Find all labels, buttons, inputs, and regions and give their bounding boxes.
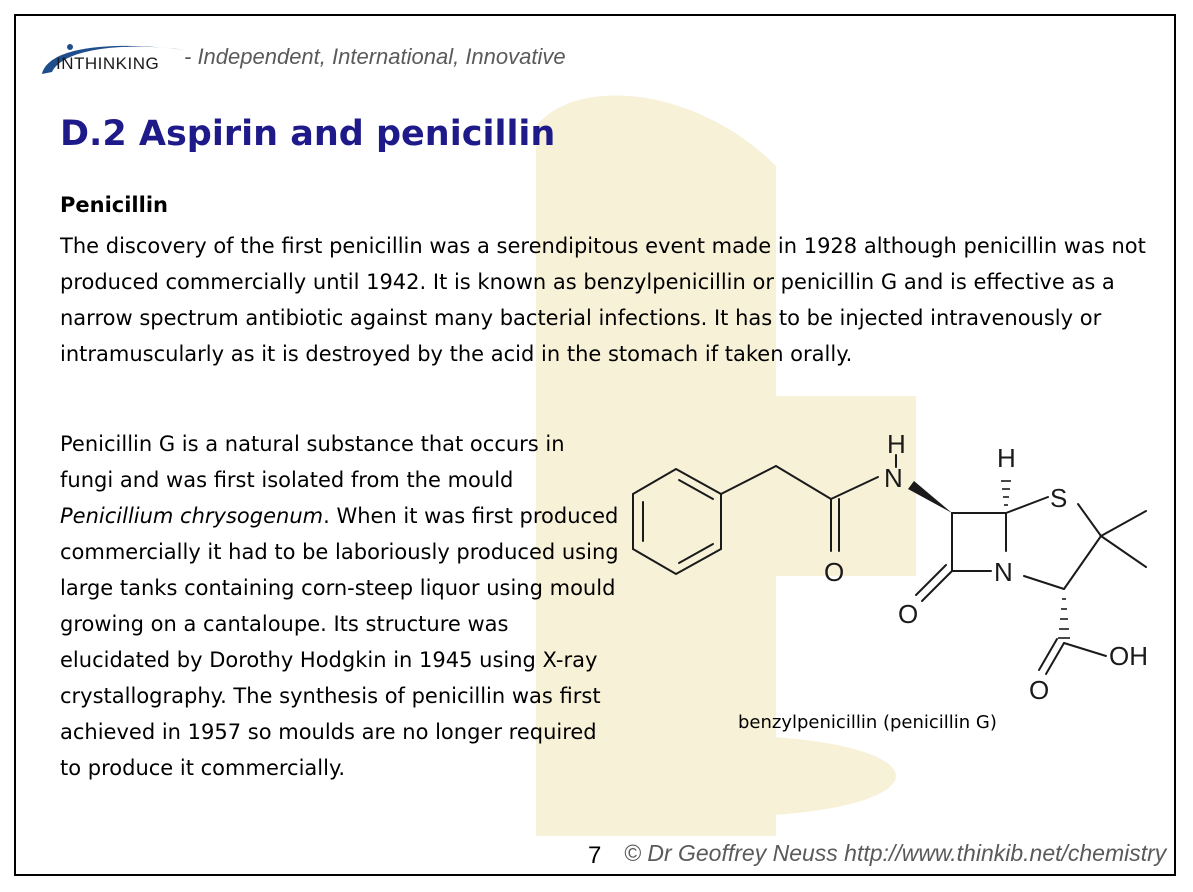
history-paragraph — [60, 426, 620, 786]
logo-text: INTHINKING — [56, 54, 160, 73]
history-text-end: . When it was first produced commercially it had to be laboriously produced using large tanks containing corn-steep liquor using mould growing on a cantaloupe. Its structure was elucidated by Dorothy Hodgkin in 1945 using X-ray crystallography. The synthesis of penicillin was first achieved in 1957 so moulds are no longer required to produce it commercially. — [60, 504, 619, 780]
page-number: 7 — [588, 842, 602, 869]
atom-acid-o: O — [1029, 675, 1050, 705]
intro-paragraph: The discovery of the first penicillin was a serendipitous event made in 1928 although penicillin was not produced commercially until 1942. It is known as benzylpenicillin or penicillin G and is effective as a narrow spectrum antibiotic against many bacterial infections. It has to be injected intravenously or intramuscularly as it is destroyed by the acid in the stomach if taken orally. — [60, 234, 1146, 366]
atom-ring-n: N — [994, 557, 1013, 587]
benzylpenicillin-structure — [616, 421, 1176, 711]
page-title: D.2 Aspirin and penicillin — [60, 114, 556, 154]
atom-ring-h: H — [997, 443, 1016, 473]
tagline: - Independent, International, Innovative — [184, 44, 566, 69]
atom-hydroxyl: OH — [1109, 641, 1148, 671]
species-name: Penicillium chrysogenum — [60, 504, 324, 528]
figure-caption: benzylpenicillin (penicillin G) — [738, 712, 997, 733]
atom-amide-h: H — [887, 429, 906, 459]
slide — [14, 14, 1176, 876]
atom-sulfur: S — [1050, 483, 1068, 513]
atom-lactam-o: O — [898, 599, 919, 629]
copyright-notice: © Dr Geoffrey Neuss http://www.thinkib.net/chemistry — [624, 840, 1167, 866]
inthinking-logo — [36, 34, 196, 84]
history-text-start: Penicillin G is a natural substance that occurs in fungi and was first isolated from the mould — [60, 432, 565, 492]
section-heading: Penicillin — [60, 193, 168, 217]
atom-amide-n: N — [884, 463, 903, 493]
atom-amide-o: O — [824, 557, 845, 587]
